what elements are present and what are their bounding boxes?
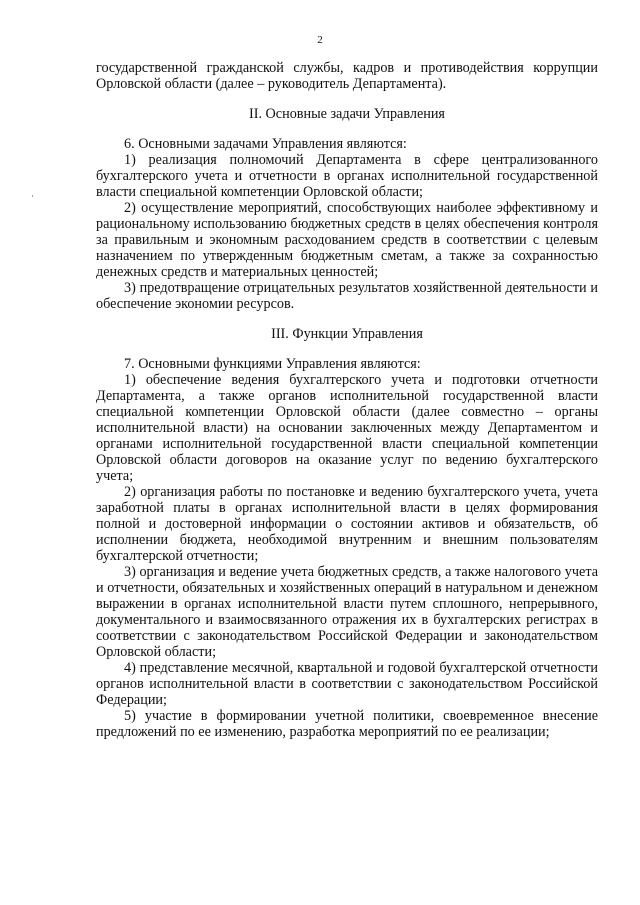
paragraph-function-5: 5) участие в формировании учетной политики, своевременное внесение предложений по ее изменению, разработка мероприятий по ее реализации;: [96, 708, 598, 740]
paragraph-task-2: 2) осуществление мероприятий, способствующих наиболее эффективному и рациональному использованию бюджетных средств в целях обеспечения контроля за правильным и экономным расходованием средств в соответствии с целевым назначением по утвержденным бюджетным сметам, а также за сохранностью денежных средств и материальных ценностей;: [96, 200, 598, 280]
paragraph-function-4: 4) представление месячной, квартальной и годовой бухгалтерской отчетности органов исполнительной власти в соответствии с законодательством Российской Федерации;: [96, 660, 598, 708]
margin-mark: ·: [31, 191, 34, 201]
paragraph-function-2: 2) организация работы по постановке и ведению бухгалтерского учета, учета заработной платы в органах исполнительной власти в целях формирования полной и достоверной информации о состоянии активов и обязательств, об исполнении бюджета, необходимой внутренним и внешним пользователям бухгалтерской отчетности;: [96, 484, 598, 564]
section-heading-tasks: II. Основные задачи Управления: [249, 106, 445, 122]
document-body: [96, 60, 598, 740]
paragraph-tasks-lead: 6. Основными задачами Управления являются:: [124, 136, 407, 152]
section-heading-functions: III. Функции Управления: [271, 326, 423, 342]
paragraph-task-1: 1) реализация полномочий Департамента в сфере централизованного бухгалтерского учета и отчетности в органах исполнительной государственной власти специальной компетенции Орловской области;: [96, 152, 598, 200]
paragraph-intro-continuation: государственной гражданской службы, кадров и противодействия коррупции Орловской области (далее – руководитель Департамента).: [96, 60, 598, 92]
paragraph-functions-lead: 7. Основными функциями Управления являются:: [124, 356, 421, 372]
paragraph-function-1: 1) обеспечение ведения бухгалтерского учета и подготовки отчетности Департамента, а также органов исполнительной государственной власти специальной компетенции Орловской области (далее совместно – органы исполнительной власти) на основании заключенных между Департаментом и органами исполнительной государственной власти специальной компетенции Орловской области договоров на оказание услуг по ведению бухгалтерского учета;: [96, 372, 598, 484]
paragraph-task-3: 3) предотвращение отрицательных результатов хозяйственной деятельности и обеспечение экономии ресурсов.: [96, 280, 598, 312]
page-number: 2: [317, 34, 323, 46]
paragraph-function-3: 3) организация и ведение учета бюджетных средств, а также налогового учета и отчетности, обязательных и хозяйственных операций в натуральном и денежном выражении в органах исполнительной власти путем сплошного, непрерывного, документального и взаимосвязанного отражения их в бухгалтерских регистрах в соответствии с законодательством Российской Федерации и законодательством Орловской области;: [96, 564, 598, 660]
